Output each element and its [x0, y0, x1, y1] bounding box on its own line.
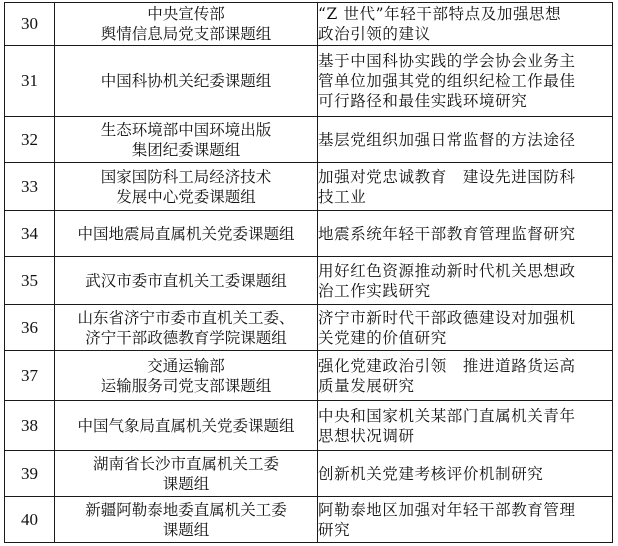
table-row [5, 351, 613, 401]
row-number: 37 [5, 351, 55, 401]
group-line: 中央宣传部 [147, 5, 225, 23]
topic-line: 用好红色资源推动新时代机关思想政 [318, 261, 576, 280]
research-group [55, 211, 318, 257]
group-line: 山东省济宁市委市直机关工委、 [77, 308, 295, 327]
topic-line: 阿勒泰地区加强对年轻干部教育管理 [318, 500, 576, 519]
topic-line: 政治引领的建议 [318, 25, 431, 43]
group-line: 济宁干部政德教育学院课题组 [85, 328, 287, 347]
topic-line: 可行路径和最佳实践环境研究 [318, 92, 528, 110]
group-line: 运输服务司党支部课题组 [100, 376, 272, 395]
research-topic [318, 46, 613, 117]
table-row [5, 497, 613, 543]
group-line: 生态环境部中国环境出版 [100, 120, 272, 139]
research-topic [318, 257, 613, 305]
table-row [5, 46, 613, 117]
topic-line: 研究 [318, 520, 351, 539]
research-group [55, 257, 318, 305]
research-topics-table [4, 2, 613, 543]
row-number: 34 [5, 211, 55, 257]
research-topic [318, 3, 613, 46]
topic-line: 管单位加强其党的组织纪检工作最佳 [318, 72, 576, 90]
topic-line: “Z 世代”年轻干部特点及加强思想 [318, 5, 562, 23]
research-topic [318, 351, 613, 401]
topic-line: 质量发展研究 [318, 376, 415, 395]
topic-line: 技工业 [318, 187, 367, 206]
row-number: 40 [5, 497, 55, 543]
group-line: 新疆阿勒泰地委直属机关工委 [85, 500, 287, 519]
research-group [55, 351, 318, 401]
group-line: 中国地震局直属机关党委课题组 [77, 224, 295, 243]
row-number: 36 [5, 305, 55, 351]
group-line: 舆情信息局党支部课题组 [100, 25, 272, 43]
group-line: 武汉市委市直机关工委课题组 [85, 271, 287, 290]
research-group [55, 3, 318, 46]
table-row [5, 401, 613, 451]
group-line: 课题组 [162, 474, 210, 493]
row-number: 33 [5, 163, 55, 211]
group-line: 集团纪委课题组 [131, 140, 241, 159]
group-line: 国家国防科工局经济技术 [100, 167, 272, 186]
research-topic [318, 163, 613, 211]
topic-line: 加强对党忠诚教育 建设先进国防科 [318, 167, 576, 186]
group-line: 发展中心党委课题组 [116, 187, 256, 206]
research-topic [318, 401, 613, 451]
table-row [5, 3, 613, 46]
row-number: 38 [5, 401, 55, 451]
table-row [5, 117, 613, 163]
topic-line: 基于中国科协实践的学会协会业务主 [318, 52, 576, 70]
row-number: 35 [5, 257, 55, 305]
group-line: 交通运输部 [147, 356, 225, 375]
table-row [5, 163, 613, 211]
row-number: 31 [5, 46, 55, 117]
research-topic [318, 497, 613, 543]
topic-line: 治工作实践研究 [318, 281, 431, 300]
research-topic [318, 211, 613, 257]
table-row [5, 211, 613, 257]
topic-line: 济宁市新时代干部政德建设对加强机 [318, 308, 576, 327]
topic-line: 关党建的价值研究 [318, 328, 447, 347]
group-line: 中国科协机关纪委课题组 [100, 72, 272, 90]
research-topic [318, 117, 613, 163]
research-group [55, 451, 318, 497]
table-body [5, 3, 613, 543]
topic-line: 中央和国家机关某部门直属机关青年 [318, 406, 576, 425]
research-group [55, 305, 318, 351]
row-number: 32 [5, 117, 55, 163]
research-group [55, 117, 318, 163]
row-number: 39 [5, 451, 55, 497]
research-topic [318, 451, 613, 497]
topic-line: 强化党建政治引领 推进道路货运高 [318, 356, 576, 375]
table-row [5, 305, 613, 351]
research-group [55, 497, 318, 543]
research-group [55, 401, 318, 451]
table-row [5, 257, 613, 305]
group-line: 中国气象局直属机关党委课题组 [77, 416, 295, 435]
group-line: 课题组 [162, 520, 210, 539]
topic-line: 基层党组织加强日常监督的方法途径 [318, 130, 576, 149]
group-line: 湖南省长沙市直属机关工委 [92, 454, 279, 473]
topic-line: 思想状况调研 [318, 426, 415, 445]
topic-line: 创新机关党建考核评价机制研究 [318, 464, 544, 483]
table-row [5, 451, 613, 497]
row-number: 30 [5, 3, 55, 46]
research-topic [318, 305, 613, 351]
research-group [55, 163, 318, 211]
topic-line: 地震系统年轻干部教育管理监督研究 [318, 224, 576, 243]
research-group [55, 46, 318, 117]
